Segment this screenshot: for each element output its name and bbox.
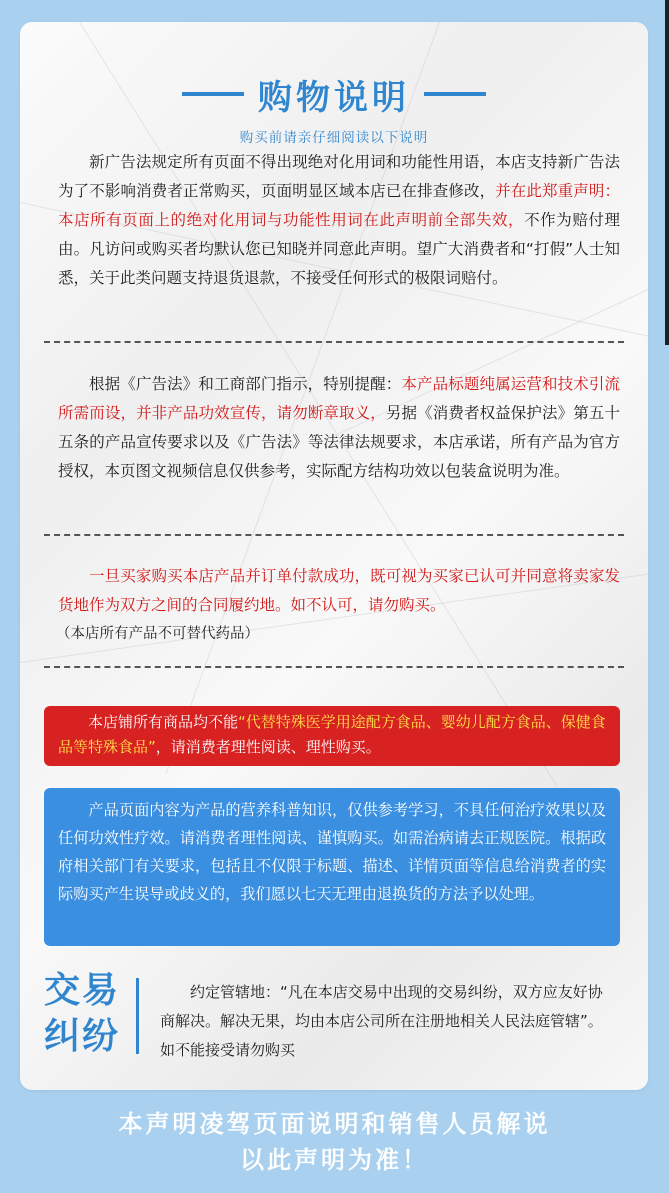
- notice-card: [20, 22, 648, 1090]
- title-left-line: [182, 92, 244, 96]
- dispute-heading: 交易 纠纷: [44, 970, 121, 1057]
- ad-law-paragraph: 新广告法规定所有页面不得出现绝对化用词和功能性用语，本店支持新广告法为了不影响消费者正常购买，页面明显区域本店已在排查修改，并在此郑重声明：本店所有页面上的绝对化用词与功能性用词在此声明前全部失效，不作为赔付理由。凡访问或购买者均默认您已知晓并同意此声明。望广大消费者和“打假”人士知悉，关于此类问题支持退货退款，不接受任何形式的极限词赔付。: [58, 153, 620, 287]
- footer-statement: 本声明凌驾页面说明和销售人员解说 以此声明为准！: [118, 1110, 551, 1174]
- special-food-warning: 本店铺所有商品均不能“代替特殊医学用途配方食品、婴幼儿配方食品、保健食品等特殊食品”，请消费者理性阅读、理性购买。: [44, 706, 620, 766]
- divider: [44, 341, 624, 343]
- page-subtitle: 购买前请亲仔细阅读以下说明: [239, 130, 429, 146]
- not-medicine-note: （本店所有产品不可替代药品）: [56, 626, 259, 642]
- dispute-divider: [136, 978, 139, 1054]
- title-right-line: [424, 92, 486, 96]
- commerce-notice-paragraph: 根据《广告法》和工商部门指示，特别提醒：本产品标题纯属运营和技术引流所需而设，并非产品功效宣传，请勿断章取义，另据《消费者权益保护法》第五十五条的产品宣传要求以及《广告法》等法律法规要求，本店承诺，所有产品为官方授权，本页图文视频信息仅供参考，实际配方结构功效以包装盒说明为准。: [58, 375, 620, 480]
- divider: [44, 534, 624, 536]
- divider: [44, 666, 624, 668]
- dispute-text: 约定管辖地：“凡在本店交易中出现的交易纠纷，双方应友好协商解决。解决无果，均由本店公司所在注册地相关人民法庭管辖”。 如不能接受请勿购买: [160, 983, 603, 1059]
- screen-edge: [665, 0, 669, 345]
- health-disclaimer: 产品页面内容为产品的营养科普知识，仅供参考学习，不具任何治疗效果以及任何功效性疗效。请消费者理性阅读、谨慎购买。如需治病请去正规医院。根据政府相关部门有关要求，包括且不仅限于标题、描述、详情页面等信息给消费者的实际购买产生误导或歧义的，我们愿以七天无理由退换货的方法予以处理。: [44, 788, 620, 946]
- page-title: 购物说明: [258, 77, 410, 118]
- contract-place-paragraph: 一旦买家购买本店产品并订单付款成功，既可视为买家已认可并同意将卖家发货地作为双方之间的合同履约地。如不认可，请勿购买。: [58, 567, 620, 614]
- title-row: [20, 72, 648, 116]
